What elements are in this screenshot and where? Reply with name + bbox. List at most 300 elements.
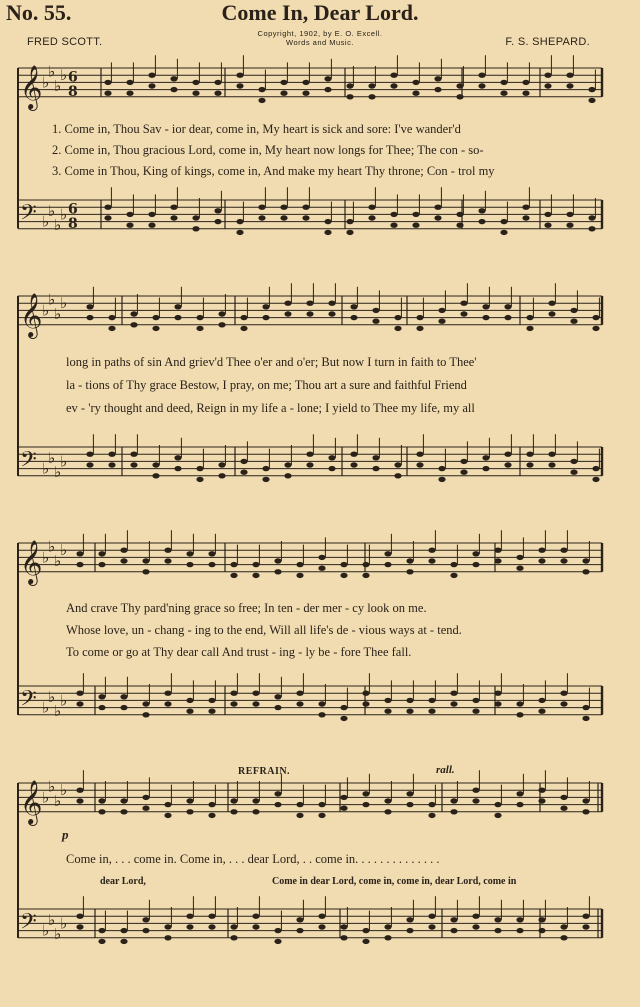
note-head: [560, 806, 567, 811]
note-head: [126, 91, 133, 96]
note-head: [494, 917, 501, 922]
note-head: [104, 205, 111, 210]
note-head: [526, 452, 533, 457]
note-head: [456, 223, 463, 228]
lyric-verse-2: la - tions of Thy grace Bestow, I pray, on me; Thou art a sure and faithful Friend: [66, 378, 467, 392]
flat-icon: ♭: [60, 691, 68, 710]
note-head: [450, 809, 457, 814]
note-head: [538, 788, 545, 793]
note-head: [76, 562, 83, 567]
note-head: [478, 219, 485, 224]
note-head: [500, 219, 507, 224]
note-head: [302, 91, 309, 96]
flat-icon: ♭: [60, 205, 68, 224]
note-head: [504, 452, 511, 457]
note-head: [416, 462, 423, 467]
note-head: [406, 698, 413, 703]
note-head: [434, 205, 441, 210]
note-head: [236, 219, 243, 224]
note-head: [98, 551, 105, 556]
note-head: [98, 928, 105, 933]
note-head: [428, 802, 435, 807]
note-head: [494, 813, 501, 818]
note-head: [218, 473, 225, 478]
note-head: [318, 566, 325, 571]
note-head: [296, 701, 303, 706]
note-head: [428, 924, 435, 929]
note-head: [588, 98, 595, 103]
note-head: [340, 562, 347, 567]
note-head: [280, 91, 287, 96]
note-head: [170, 215, 177, 220]
note-head: [76, 691, 83, 696]
flat-icon: ♭: [54, 552, 62, 570]
note-head: [196, 477, 203, 482]
note-head: [434, 87, 441, 92]
note-head: [412, 91, 419, 96]
bass-clef-icon: 𝄢: [20, 200, 37, 231]
note-head: [588, 226, 595, 231]
note-head: [592, 477, 599, 482]
note-head: [522, 205, 529, 210]
note-head: [142, 569, 149, 574]
note-head: [394, 326, 401, 331]
note-head: [472, 924, 479, 929]
note-head: [148, 83, 155, 88]
note-head: [460, 311, 467, 316]
note-head: [350, 304, 357, 309]
note-head: [164, 548, 171, 553]
note-head: [252, 691, 259, 696]
note-head: [152, 326, 159, 331]
note-head: [516, 712, 523, 717]
note-head: [296, 573, 303, 578]
composer-credit: F. S. SHEPARD.: [505, 36, 590, 48]
treble-clef-icon: 𝄞: [20, 292, 43, 337]
note-head: [148, 223, 155, 228]
note-head: [296, 917, 303, 922]
flat-icon: ♭: [42, 548, 50, 567]
note-head: [214, 219, 221, 224]
bass-lyric-right: Come in dear Lord, come in, come in, dear Lord, come in: [272, 876, 517, 887]
note-head: [390, 83, 397, 88]
note-head: [494, 558, 501, 563]
note-head: [544, 212, 551, 217]
flat-icon: ♭: [54, 702, 62, 721]
flat-icon: ♭: [54, 77, 62, 95]
note-head: [340, 716, 347, 721]
note-head: [98, 939, 105, 944]
note-head: [230, 809, 237, 814]
bass-lyric-left: dear Lord,: [100, 876, 146, 887]
note-head: [504, 304, 511, 309]
note-head: [500, 230, 507, 235]
note-head: [538, 917, 545, 922]
note-head: [482, 315, 489, 320]
note-head: [208, 813, 215, 818]
note-head: [108, 462, 115, 467]
note-head: [328, 455, 335, 460]
note-head: [230, 935, 237, 940]
flat-icon: ♭: [60, 294, 68, 313]
note-head: [252, 914, 259, 919]
flat-icon: ♭: [42, 73, 50, 92]
note-head: [472, 709, 479, 714]
note-head: [346, 219, 353, 224]
note-head: [186, 798, 193, 803]
note-head: [252, 562, 259, 567]
note-head: [362, 701, 369, 706]
note-head: [526, 462, 533, 467]
note-head: [588, 87, 595, 92]
note-head: [350, 452, 357, 457]
note-head: [120, 809, 127, 814]
note-head: [164, 691, 171, 696]
note-head: [372, 308, 379, 313]
note-head: [98, 694, 105, 699]
note-head: [582, 798, 589, 803]
note-head: [274, 569, 281, 574]
note-head: [318, 914, 325, 919]
note-head: [120, 548, 127, 553]
note-head: [362, 928, 369, 933]
note-head: [236, 83, 243, 88]
note-head: [582, 809, 589, 814]
note-head: [148, 73, 155, 78]
note-head: [302, 205, 309, 210]
note-head: [252, 924, 259, 929]
note-head: [340, 806, 347, 811]
flat-icon: ♭: [42, 212, 50, 231]
note-head: [340, 924, 347, 929]
note-head: [544, 223, 551, 228]
note-head: [164, 924, 171, 929]
note-head: [428, 558, 435, 563]
note-head: [252, 701, 259, 706]
note-head: [438, 466, 445, 471]
note-head: [126, 223, 133, 228]
note-head: [208, 802, 215, 807]
note-head: [516, 917, 523, 922]
note-head: [544, 73, 551, 78]
note-head: [126, 80, 133, 85]
note-head: [472, 798, 479, 803]
note-head: [86, 304, 93, 309]
note-head: [472, 788, 479, 793]
note-head: [592, 315, 599, 320]
note-head: [582, 569, 589, 574]
note-head: [98, 798, 105, 803]
note-head: [120, 798, 127, 803]
lyric-verse-1: long in paths of sin And griev'd Thee o'er and o'er; But now I turn in faith to Thee': [66, 355, 477, 369]
note-head: [208, 924, 215, 929]
note-head: [192, 80, 199, 85]
note-head: [120, 558, 127, 563]
note-head: [214, 208, 221, 213]
note-head: [570, 308, 577, 313]
note-head: [592, 466, 599, 471]
refrain-label: REFRAIN.: [238, 766, 291, 777]
note-head: [164, 558, 171, 563]
note-head: [142, 917, 149, 922]
note-head: [284, 473, 291, 478]
note-head: [306, 462, 313, 467]
note-head: [394, 473, 401, 478]
note-head: [120, 705, 127, 710]
note-head: [104, 80, 111, 85]
note-head: [120, 939, 127, 944]
flat-icon: ♭: [42, 921, 50, 940]
note-head: [284, 462, 291, 467]
hymn-number: No. 55.: [6, 0, 72, 25]
flat-icon: ♭: [48, 201, 56, 220]
note-head: [582, 924, 589, 929]
flat-icon: ♭: [42, 459, 50, 478]
note-head: [362, 939, 369, 944]
note-head: [196, 315, 203, 320]
note-head: [240, 326, 247, 331]
note-head: [560, 548, 567, 553]
note-head: [284, 311, 291, 316]
note-head: [130, 452, 137, 457]
note-head: [390, 73, 397, 78]
note-head: [108, 326, 115, 331]
note-head: [428, 698, 435, 703]
note-head: [230, 798, 237, 803]
note-head: [274, 791, 281, 796]
note-head: [340, 795, 347, 800]
note-head: [130, 322, 137, 327]
note-head: [120, 694, 127, 699]
note-head: [230, 562, 237, 567]
note-head: [560, 924, 567, 929]
note-head: [368, 83, 375, 88]
flat-icon: ♭: [60, 541, 68, 560]
note-head: [548, 311, 555, 316]
note-head: [164, 701, 171, 706]
note-head: [86, 462, 93, 467]
note-head: [98, 562, 105, 567]
note-head: [214, 91, 221, 96]
note-head: [258, 215, 265, 220]
note-head: [504, 315, 511, 320]
note-head: [500, 91, 507, 96]
note-head: [494, 691, 501, 696]
note-head: [362, 573, 369, 578]
note-head: [406, 917, 413, 922]
note-head: [240, 459, 247, 464]
note-head: [592, 326, 599, 331]
note-head: [258, 98, 265, 103]
note-head: [478, 208, 485, 213]
note-head: [284, 301, 291, 306]
note-head: [296, 928, 303, 933]
note-head: [318, 813, 325, 818]
flat-icon: ♭: [54, 792, 62, 810]
note-head: [570, 459, 577, 464]
note-head: [214, 80, 221, 85]
note-head: [186, 709, 193, 714]
note-head: [384, 709, 391, 714]
flat-icon: ♭: [48, 777, 56, 796]
note-head: [302, 215, 309, 220]
note-head: [174, 304, 181, 309]
note-head: [318, 802, 325, 807]
note-head: [494, 701, 501, 706]
lyric-verse-2: Whose love, un - chang - ing to the end, Will all life's de - vious ways at - tend.: [66, 623, 462, 637]
note-head: [142, 795, 149, 800]
note-head: [406, 558, 413, 563]
note-head: [258, 205, 265, 210]
note-head: [460, 470, 467, 475]
flat-icon: ♭: [48, 62, 56, 81]
note-head: [196, 466, 203, 471]
note-head: [390, 212, 397, 217]
note-head: [108, 315, 115, 320]
note-head: [560, 558, 567, 563]
note-head: [384, 562, 391, 567]
note-head: [428, 709, 435, 714]
note-head: [174, 466, 181, 471]
flat-icon: ♭: [42, 788, 50, 807]
note-head: [306, 452, 313, 457]
note-head: [126, 212, 133, 217]
note-head: [412, 80, 419, 85]
note-head: [450, 798, 457, 803]
flat-icon: ♭: [60, 781, 68, 800]
note-head: [324, 230, 331, 235]
note-head: [240, 315, 247, 320]
flat-icon: ♭: [54, 925, 62, 944]
note-head: [560, 691, 567, 696]
note-head: [548, 452, 555, 457]
note-head: [394, 462, 401, 467]
note-head: [274, 802, 281, 807]
note-head: [274, 694, 281, 699]
note-head: [438, 319, 445, 324]
note-head: [318, 712, 325, 717]
note-head: [236, 230, 243, 235]
note-head: [262, 466, 269, 471]
note-head: [252, 573, 259, 578]
note-head: [186, 551, 193, 556]
note-head: [164, 813, 171, 818]
lyric-verse-3: 3. Come in Thou, King of kings, come in, And make my heart Thy throne; Con - trol my: [52, 164, 495, 178]
note-head: [324, 87, 331, 92]
note-head: [280, 205, 287, 210]
note-head: [406, 928, 413, 933]
note-head: [174, 315, 181, 320]
note-head: [306, 301, 313, 306]
note-head: [76, 924, 83, 929]
note-head: [328, 466, 335, 471]
note-head: [192, 91, 199, 96]
note-head: [324, 219, 331, 224]
note-head: [86, 452, 93, 457]
note-head: [522, 91, 529, 96]
note-head: [416, 315, 423, 320]
note-head: [384, 809, 391, 814]
note-head: [230, 691, 237, 696]
note-head: [538, 698, 545, 703]
note-head: [76, 798, 83, 803]
note-head: [148, 212, 155, 217]
note-head: [472, 551, 479, 556]
note-head: [280, 80, 287, 85]
note-head: [526, 315, 533, 320]
time-signature-top: 6: [68, 201, 78, 218]
note-head: [192, 215, 199, 220]
note-head: [252, 798, 259, 803]
lyric-verse-3: To come or go at Thy dear call And trust - ing - ly be - fore Thee fall.: [66, 645, 412, 659]
note-head: [230, 701, 237, 706]
note-head: [340, 935, 347, 940]
note-head: [456, 83, 463, 88]
note-head: [130, 462, 137, 467]
note-head: [324, 76, 331, 81]
note-head: [362, 791, 369, 796]
bass-clef-icon: 𝄢: [20, 686, 37, 717]
note-head: [130, 311, 137, 316]
note-head: [296, 813, 303, 818]
note-head: [434, 215, 441, 220]
note-head: [302, 80, 309, 85]
note-head: [372, 466, 379, 471]
note-head: [516, 802, 523, 807]
note-head: [296, 691, 303, 696]
note-head: [252, 809, 259, 814]
flat-icon: ♭: [42, 698, 50, 717]
flat-icon: ♭: [54, 463, 62, 482]
note-head: [218, 462, 225, 467]
flat-icon: ♭: [48, 448, 56, 467]
note-head: [412, 223, 419, 228]
note-head: [152, 462, 159, 467]
note-head: [274, 939, 281, 944]
note-head: [538, 548, 545, 553]
treble-clef-icon: 𝄞: [20, 64, 43, 109]
note-head: [428, 914, 435, 919]
note-head: [406, 569, 413, 574]
note-head: [104, 91, 111, 96]
note-head: [538, 928, 545, 933]
note-head: [76, 788, 83, 793]
note-head: [570, 319, 577, 324]
note-head: [588, 215, 595, 220]
note-head: [560, 701, 567, 706]
note-head: [504, 462, 511, 467]
note-head: [208, 562, 215, 567]
note-head: [460, 459, 467, 464]
flat-icon: ♭: [48, 537, 56, 556]
note-head: [560, 935, 567, 940]
note-head: [516, 928, 523, 933]
note-head: [394, 315, 401, 320]
note-head: [340, 573, 347, 578]
note-head: [428, 548, 435, 553]
note-head: [406, 791, 413, 796]
note-head: [450, 917, 457, 922]
dynamic-marking: p: [62, 827, 69, 842]
note-head: [472, 914, 479, 919]
note-head: [350, 315, 357, 320]
note-head: [384, 698, 391, 703]
note-head: [416, 452, 423, 457]
note-head: [538, 558, 545, 563]
note-head: [450, 701, 457, 706]
note-head: [412, 212, 419, 217]
flat-icon: ♭: [54, 216, 62, 235]
